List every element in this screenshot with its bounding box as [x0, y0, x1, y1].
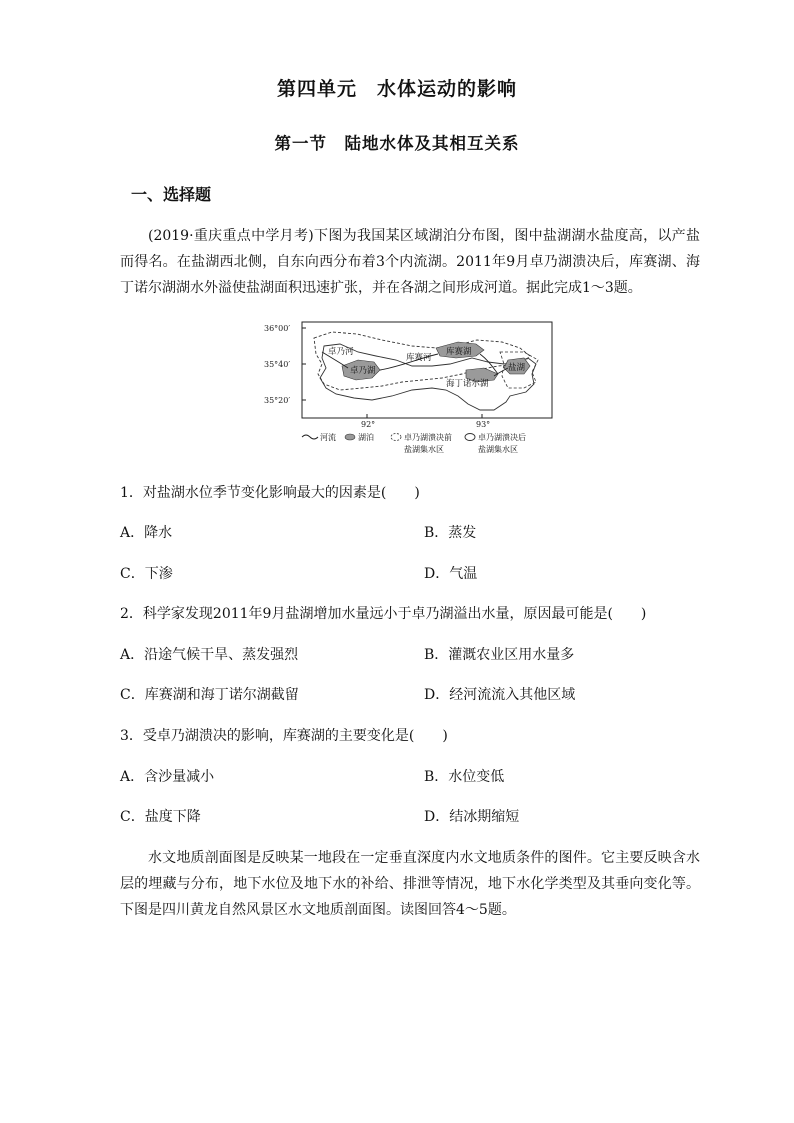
- question-3-option-c: C．盐度下降: [120, 809, 201, 825]
- question-1-option-c: C．下渗: [120, 566, 173, 582]
- map-legend: [302, 432, 526, 454]
- lon-label-92: 92°: [361, 420, 376, 429]
- hydro-intro-paragraph: 水文地质剖面图是反映某一地段在一定垂直深度内水文地质条件的图件。它主要反映含水层的埋藏与分布，地下水位及地下水的补给、排泄等情况，地下水化学类型及其垂向变化等。下图是四川黄龙自然风景区水文地质剖面图。读图回答4～5题。: [120, 850, 700, 918]
- question-1-option-d: D．气温: [424, 566, 478, 582]
- lat-label-3540: 35°40′: [264, 360, 291, 369]
- section-title: 第一节 陆地水体及其相互关系: [274, 134, 520, 153]
- lake-distribution-map: [262, 318, 554, 460]
- question-2-option-c: C．库赛湖和海丁诺尔湖截留: [120, 687, 299, 703]
- lat-label-36: 36°00′: [264, 324, 291, 333]
- question-3-option-a: A．含沙量减小: [120, 769, 215, 785]
- question-2-option-b: B．灌溉农业区用水量多: [424, 647, 575, 663]
- question-3-option-d: D．结冰期缩短: [424, 809, 520, 825]
- lat-label-3520: 35°20′: [264, 396, 291, 405]
- question-2-option-d: D．经河流流入其他区域: [424, 687, 576, 703]
- legend-river: 河流: [320, 433, 336, 442]
- label-lake-haiding: 海丁诺尔湖: [446, 379, 489, 389]
- question-2-option-a: A．沿途气候干旱、蒸发强烈: [120, 647, 299, 663]
- legend-before-2: 盐湖集水区: [404, 445, 444, 454]
- label-river-zhuonai: 卓乃河: [328, 347, 354, 357]
- legend-before-1: 卓乃湖溃决前: [404, 433, 452, 442]
- legend-after-1: 卓乃湖溃决后: [478, 433, 526, 442]
- question-1-option-b: B．蒸发: [424, 525, 477, 541]
- question-1-option-a: A．降水: [120, 525, 173, 541]
- question-3-option-b: B．水位变低: [424, 769, 505, 785]
- label-river-kusai: 库赛河: [406, 353, 432, 363]
- question-2-stem: 2．科学家发现2011年9月盐湖增加水量远小于卓乃湖溢出水量，原因最可能是( ): [120, 606, 647, 622]
- question-1-stem: 1．对盐湖水位季节变化影响最大的因素是( ): [120, 485, 420, 501]
- intro-paragraph: (2019·重庆重点中学月考)下图为我国某区域湖泊分布图，图中盐湖湖水盐度高，以产盐而得名。在盐湖西北侧，自东向西分布着3个内流湖。2011年9月卓乃湖溃决后，库赛湖、海丁诺尔湖湖水外溢使盐湖面积迅速扩张，并在各湖之间形成河道。据此完成1～3题。: [120, 228, 700, 296]
- unit-title: 第四单元 水体运动的影响: [276, 78, 517, 100]
- label-lake-zhuonai: 卓乃湖: [350, 366, 376, 376]
- legend-lake: 湖泊: [358, 433, 374, 442]
- label-lake-yan: 盐湖: [508, 363, 526, 373]
- lon-label-93: 93°: [476, 420, 491, 429]
- question-3-stem: 3．受卓乃湖溃决的影响，库赛湖的主要变化是( ): [120, 728, 448, 744]
- legend-after-2: 盐湖集水区: [478, 445, 518, 454]
- label-lake-kusai: 库赛湖: [446, 347, 472, 357]
- part-title: 一、选择题: [131, 185, 212, 204]
